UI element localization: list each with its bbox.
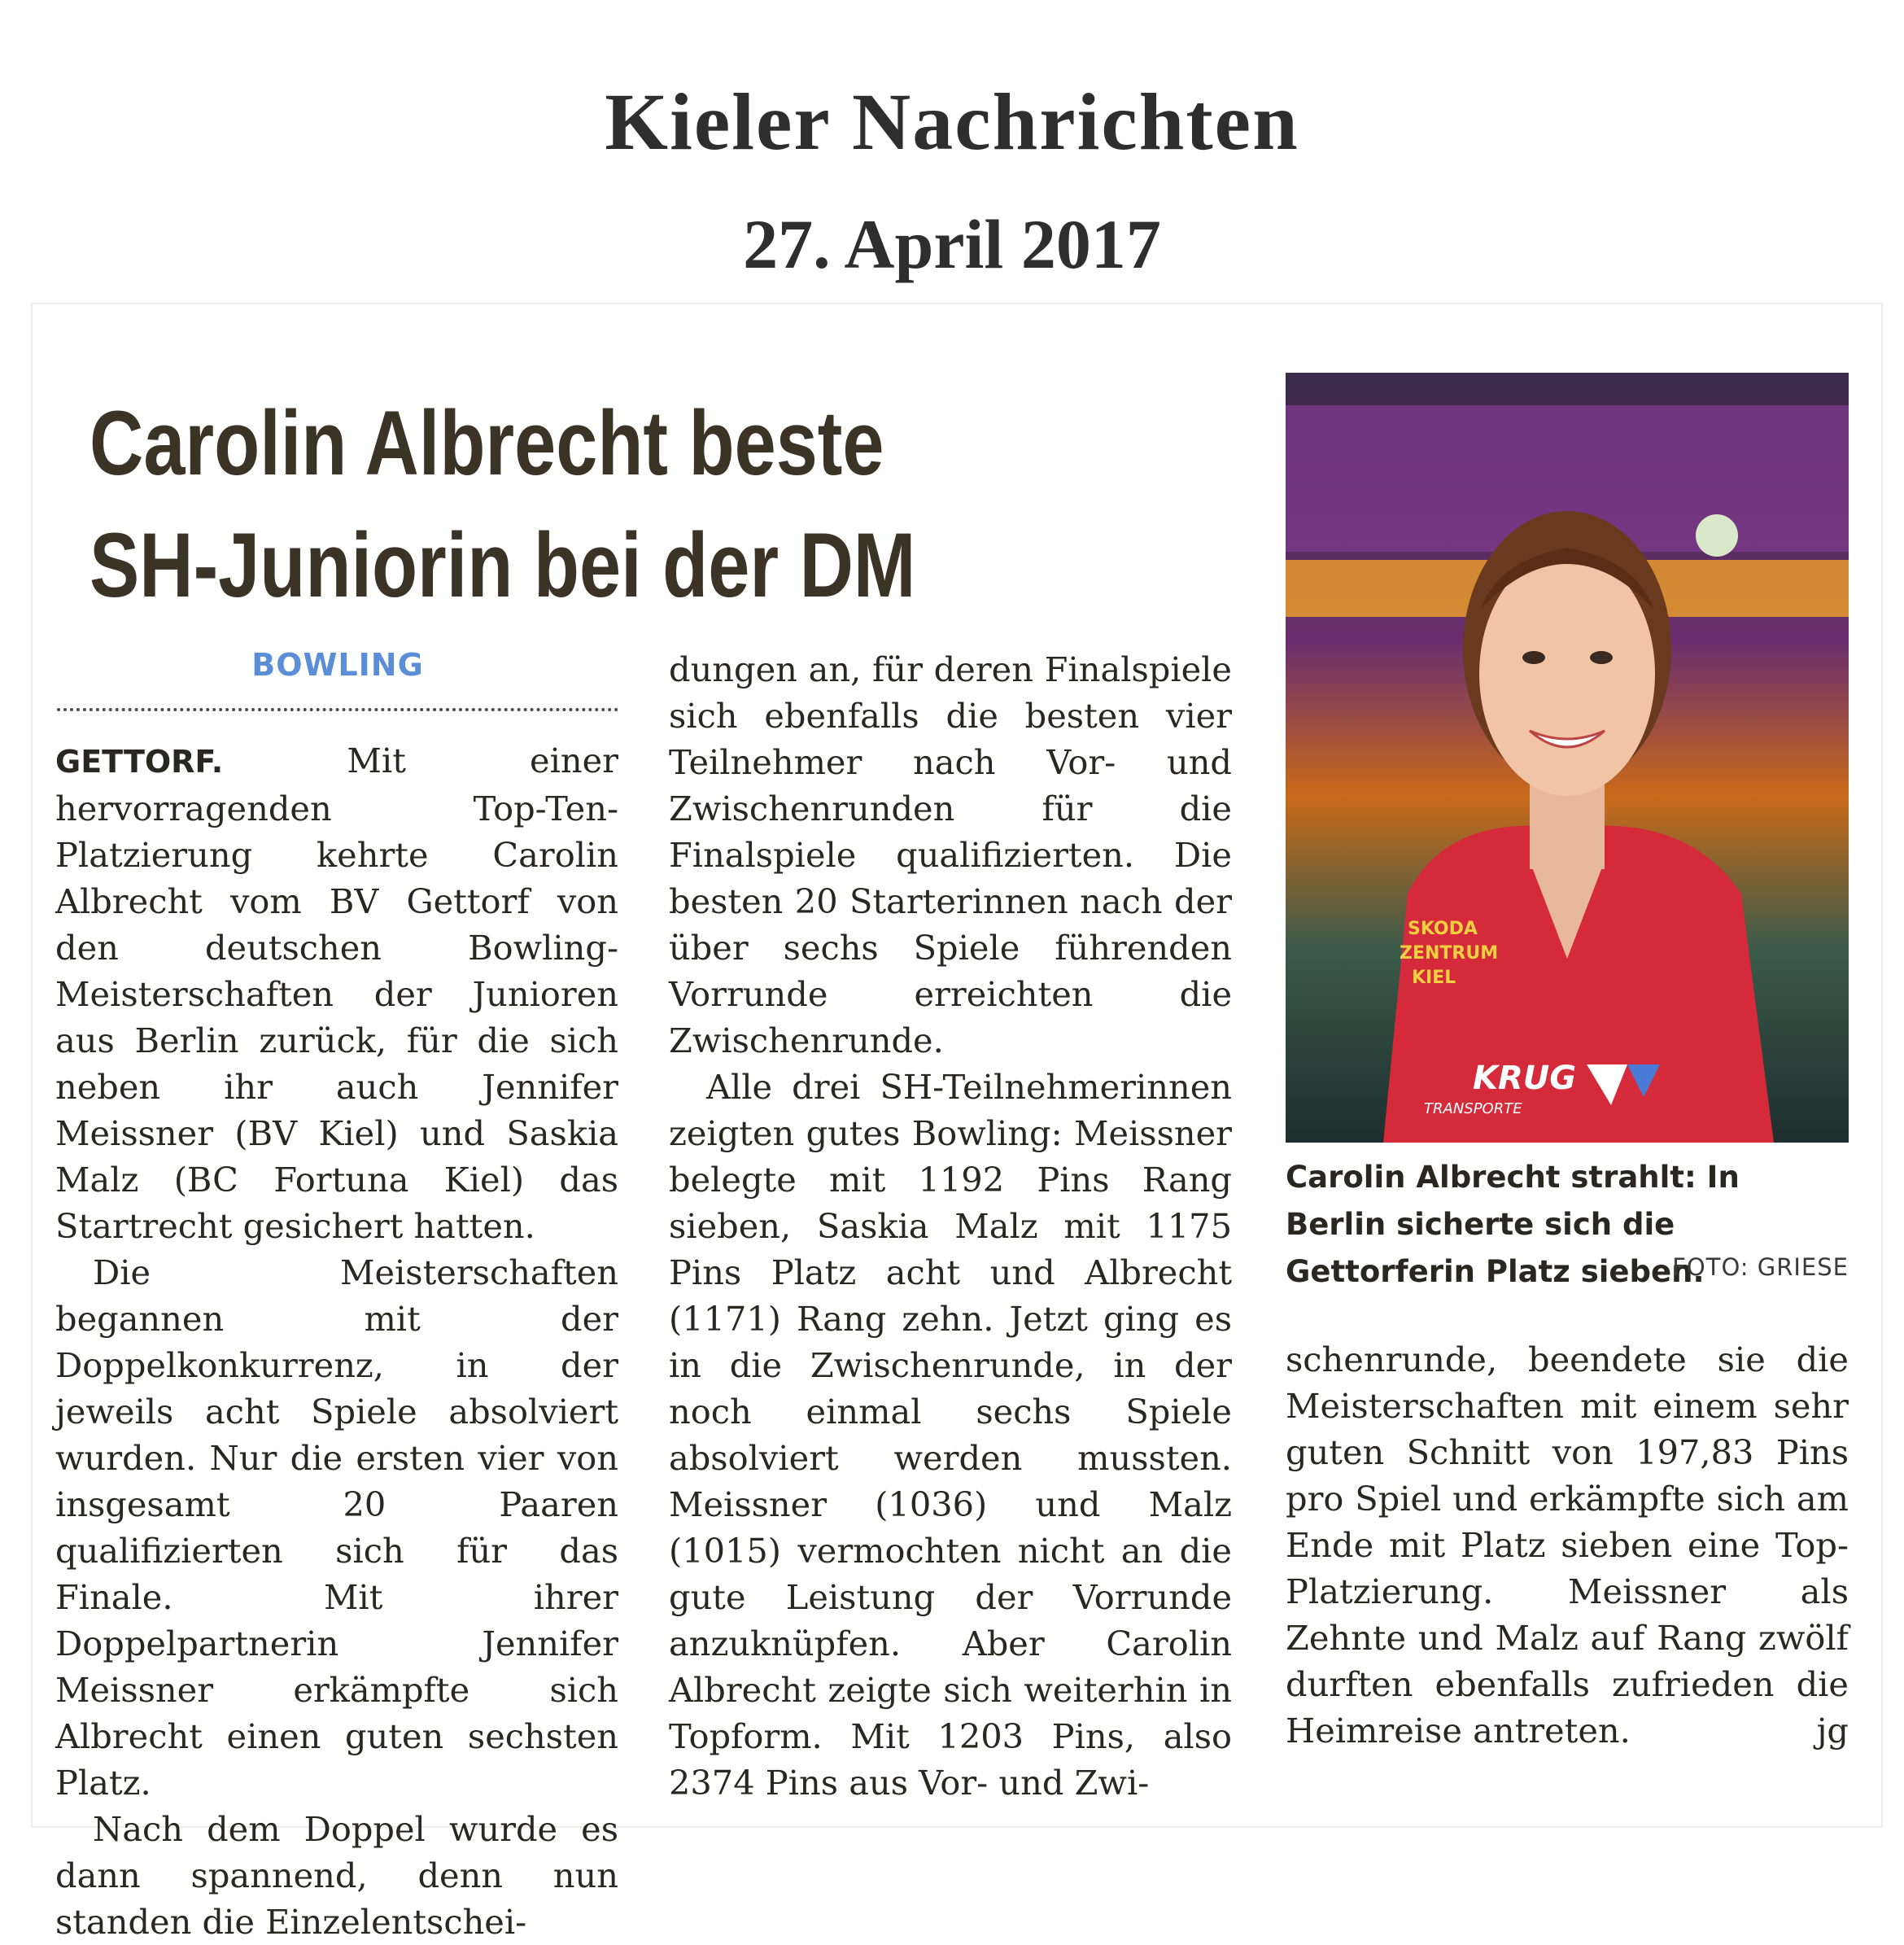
author-initials: jg [1816,1711,1849,1750]
paragraph: dungen an, für deren Finalspiele sich ebenfalls die besten vier Teilnehmer nach Vor- und Zwischenrunden für die Finalspiele qualifizierten. Die besten 20 Starterinnen nach der über sechs Spiele führenden Vorrunde erreichten die Zwischenrunde. [669,649,1232,1060]
headline-line-1: Carolin Albrecht beste [90,392,884,494]
text-column-3 [1286,1336,1849,1754]
newspaper-name: Kieler Nachrichten [605,76,1299,167]
publication-date: 27. April 2017 [743,205,1161,283]
photo-credit: FOTO: GRIESE [1672,1253,1849,1281]
headline-line-2: SH-Juniorin bei der DM [90,514,916,616]
article-photo [1286,373,1849,1143]
paragraph: Nach dem Doppel wurde es dann spannend, denn nun standen die Einzelentschei- [55,1809,618,1942]
text-column-1 [55,737,618,1945]
headline [90,382,1024,627]
shirt-logo-line-1: SKODA [1408,919,1478,939]
paragraph [1286,1336,1849,1754]
text-column-2 [669,646,1232,1806]
paragraph-text: Mit einer hervorragenden Top-Ten-Platzierung kehrte Carolin Albrecht vom BV Gettorf von den deutschen Bowling-Meisterschaften der Junioren aus Berlin zurück, für die sich neben ihr auch Jennifer Meissner (BV Kiel) und Saskia Malz (BC Fortuna Kiel) das Startrecht gesichert hatten. [55,741,618,1246]
face [1479,552,1655,796]
portrait-illustration [1286,373,1849,1143]
shirt-logo-line-3: KIEL [1412,968,1456,988]
paragraph: Die Meisterschaften begannen mit der Doppelkonkurrenz, in der jeweils acht Spiele absolviert wurden. Nur die ersten vier von insgesamt 20 Paaren qualifizierten sich für das Finale. Mit ihrer Doppelpartnerin Jennifer Meissner erkämpfte sich Albrecht einen guten sechsten Platz. [55,1252,618,1803]
paragraph-text: schenrunde, beendete sie die Meisterschaften mit einem sehr guten Schnitt von 197,83 Pins pro Spiel und erkämpfte sich am Ende mit Platz sieben eine Top-Platzierung. Meissner als Zehnte und Malz auf Rang zwölf durften ebenfalls zufrieden die Heimreise antreten. [1286,1340,1849,1750]
dateline: GETTORF. [55,744,224,780]
sponsor-logo: KRUG [1473,1060,1577,1097]
shirt-logo-line-2: ZENTRUM [1400,943,1499,964]
paragraph [55,737,618,1249]
moon-lamp-icon [1696,514,1738,557]
dotted-divider [57,708,618,711]
sponsor-logo-sub: TRANSPORTE [1424,1100,1522,1117]
section-kicker: BOWLING [251,647,424,683]
paragraph: Alle drei SH-Teilnehmerinnen zeigten gutes Bowling: Meissner belegte mit 1192 Pins Rang sieben, Saskia Malz mit 1175 Pins Platz acht und Albrecht (1171) Rang zehn. Jetzt ging es in die Zwischenrunde, in der noch einmal sechs Spiele absolviert werden mussten. Meissner (1036) und Malz (1015) vermochten nicht an die gute Leistung der Vorrunde anzuknüpfen. Aber Carolin Albrecht zeigte sich weiterhin in Topform. Mit 1203 Pins, also 2374 Pins aus Vor- und Zwi- [669,1067,1232,1803]
photo-caption: Carolin Albrecht strahlt: In Berlin sicherte sich die Gettorferin Platz sieben. [1286,1160,1740,1289]
